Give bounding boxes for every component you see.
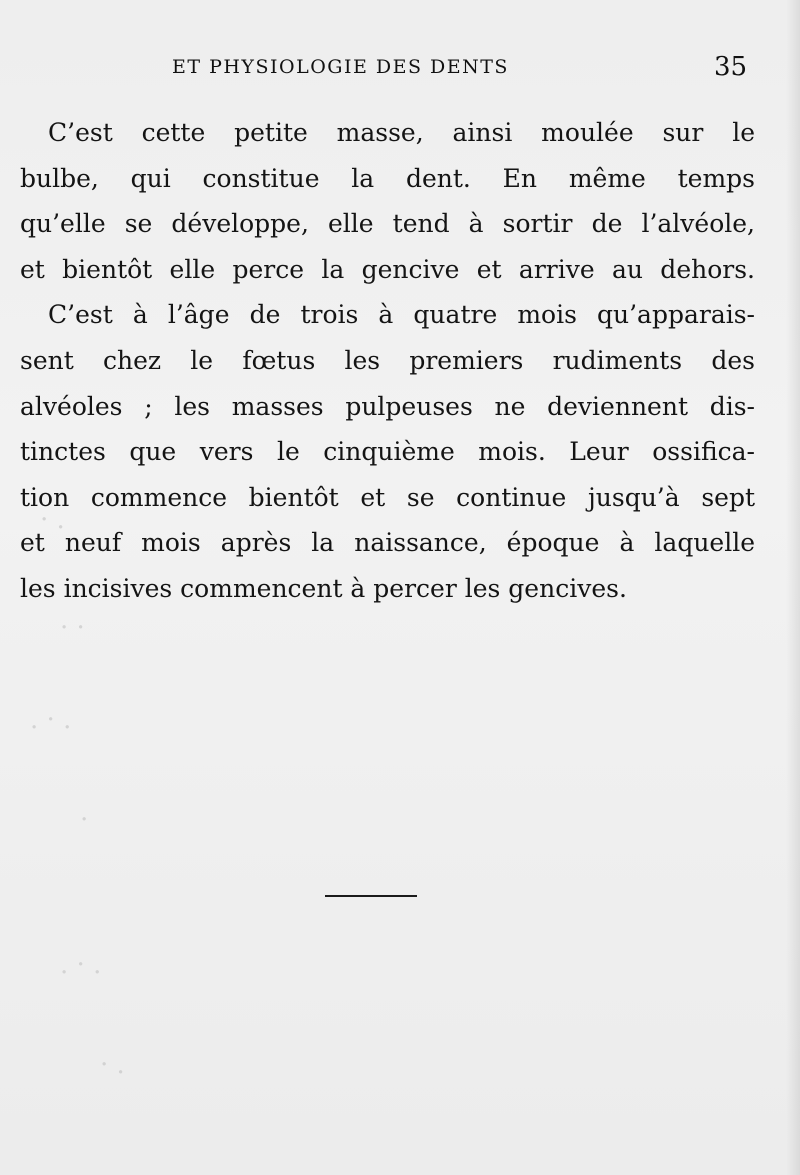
running-head: ET PHYSIOLOGIE DES DENTS bbox=[172, 56, 509, 78]
body-text bbox=[20, 110, 755, 612]
text-line: les incisives commencent à percer les gencives. bbox=[20, 573, 627, 603]
page-edge-shadow bbox=[786, 0, 800, 1175]
reverse-side-bleed-through: . · . . . · . · . · . . · bbox=[30, 505, 125, 1080]
text-line: C’est cette petite masse, ainsi moulée sur le bbox=[48, 118, 755, 147]
text-line: C’est à l’âge de trois à quatre mois qu’apparais- bbox=[48, 300, 755, 330]
text-line: tion commence bientôt et se continue jusqu’à sept bbox=[20, 482, 755, 512]
text-line: et neuf mois après la naissance, époque à laquelle bbox=[20, 528, 755, 558]
section-end-rule bbox=[325, 895, 417, 897]
text-line: qu’elle se développe, elle tend à sortir de l’alvéole, bbox=[20, 209, 755, 239]
text-line: et bientôt elle perce la gencive et arrive au dehors. bbox=[20, 254, 755, 284]
text-line: tinctes que vers le cinquième mois. Leur ossifica- bbox=[20, 437, 755, 467]
text-line: sent chez le fœtus les premiers rudiments des bbox=[20, 345, 755, 375]
text-line: bulbe, qui constitue la dent. En même temps bbox=[20, 163, 755, 193]
page-number: 35 bbox=[714, 52, 748, 82]
text-line: alvéoles ; les masses pulpeuses ne deviennent dis- bbox=[20, 391, 755, 421]
